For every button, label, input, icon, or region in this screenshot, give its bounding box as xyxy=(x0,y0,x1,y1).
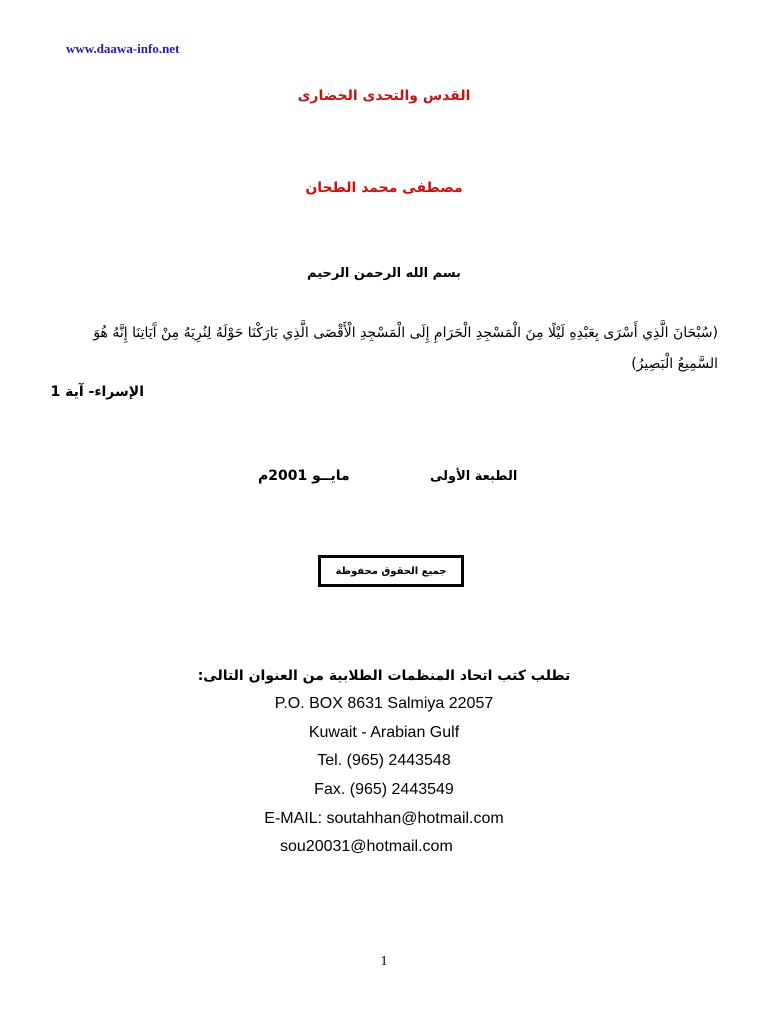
site-url-link[interactable]: www.daawa-info.net xyxy=(66,41,180,56)
page-number: 1 xyxy=(380,954,388,969)
copyright-text: جميع الحقوق محفوظة xyxy=(335,565,447,577)
fax: Fax. (965) 2443549 xyxy=(314,781,454,798)
email-secondary: sou20031@hotmail.com xyxy=(280,838,453,855)
author-name: مصطفى محمد الطحان xyxy=(305,180,463,196)
edition-label: الطبعة الأولى xyxy=(430,469,518,484)
verse-reference: الإسراء- آية 1 xyxy=(50,384,144,400)
request-line: تطلب كتب اتحاد المنظمات الطلابية من العنوان التالى: xyxy=(197,668,571,684)
country-line: Kuwait - Arabian Gulf xyxy=(308,724,460,741)
book-title: القدس والتحدى الحضارى xyxy=(297,88,471,104)
po-box: P.O. BOX 8631 Salmiya 22057 xyxy=(274,695,494,712)
email-primary: E-MAIL: soutahhan@hotmail.com xyxy=(264,810,504,827)
telephone: Tel. (965) 2443548 xyxy=(317,752,451,769)
copyright-box xyxy=(318,555,464,587)
edition-date: مايــو 2001م xyxy=(258,468,350,484)
quran-verse: (سُبْحَانَ الَّذِي أَسْرَى بِعَبْدِهِ لَيْلًا مِنَ الْمَسْجِدِ الْحَرَامِ إِلَى الْمَسْجِدِ الْأَقْصَى الَّذِي بَارَكْنَا حَوْلَهُ لِنُرِيَهُ مِنْ آَيَاتِنَا إِنَّهُ هُوَ السَّمِيعُ الْبَصِيرُ) xyxy=(93,325,718,372)
bismillah: بسم الله الرحمن الرحيم xyxy=(307,266,461,281)
